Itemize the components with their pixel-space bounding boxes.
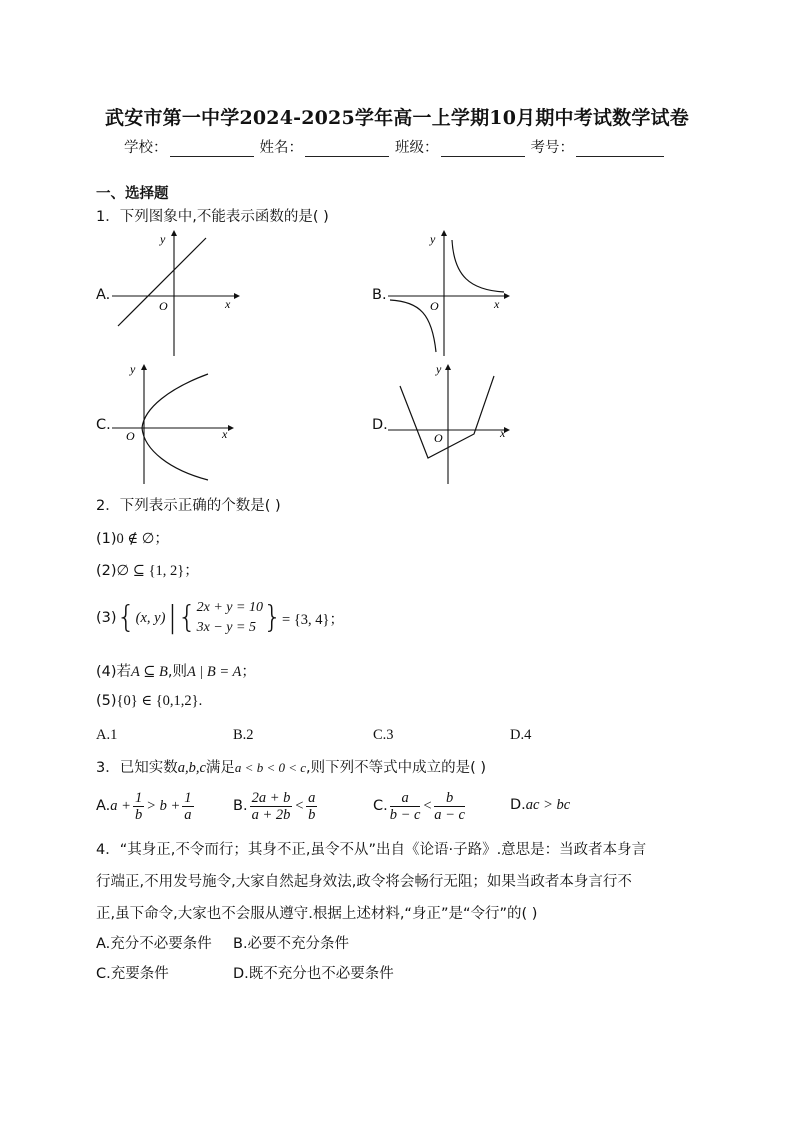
- q2-option-c[interactable]: C.3: [373, 727, 394, 743]
- class-label: 班级：: [395, 140, 439, 156]
- exam-number-blank[interactable]: [576, 139, 664, 157]
- q3-option-c[interactable]: C. $\frac{a}{b - c}$ < $\frac{b}{a - c}$: [373, 789, 465, 823]
- q2-item-3: (3) { (x, y) |{ 2x + y = 10 3x − y = 5 } = {3, 4}；: [96, 593, 344, 643]
- q1-graph-b: [386, 228, 516, 358]
- q3-option-b[interactable]: B. $\frac{2a + b}{a + 2b}$ < $\frac{a}{b}$: [233, 789, 316, 823]
- q4-option-a[interactable]: A.充分不必要条件: [96, 936, 212, 952]
- q2-item-5: (5){0} ∈ {0,1,2}.: [96, 693, 203, 709]
- school-label: 学校：: [124, 140, 168, 156]
- q3-option-d[interactable]: D.ac > bc: [510, 797, 571, 813]
- question-1-stem: 1．下列图象中,不能表示函数的是( ): [96, 209, 329, 225]
- q3-option-a[interactable]: A. a + $\frac{1}{b}$ > b + $\frac{1}{a}$: [96, 789, 192, 823]
- q1d-y-label: y: [436, 362, 442, 376]
- q1-option-a-label: A.: [96, 287, 111, 303]
- q1-graph-a: [110, 228, 240, 358]
- q1d-origin-label: O: [434, 431, 443, 445]
- q1b-y-label: y: [430, 232, 436, 246]
- q2-item-4: (4)若A ⊆ B,则A | B = A；: [96, 664, 256, 680]
- q2-option-b[interactable]: B.2: [233, 727, 254, 743]
- q1-option-b-label: B.: [372, 287, 387, 303]
- q1d-x-label: x: [500, 426, 506, 440]
- name-label: 姓名：: [259, 140, 303, 156]
- q1-option-c-label: C.: [96, 417, 111, 433]
- q1c-x-label: x: [222, 427, 228, 441]
- q2-option-d[interactable]: D.4: [510, 727, 532, 743]
- q1a-origin-label: O: [159, 299, 168, 313]
- q1c-y-label: y: [130, 362, 136, 376]
- q1c-origin-label: O: [126, 429, 135, 443]
- q1b-x-label: x: [494, 297, 500, 311]
- q2-item3-system: 2x + y = 10 3x − y = 5: [196, 600, 263, 635]
- question-4-line-2: 行端正,不用发号施令,大家自然起身效法,政令将会畅行无阻；如果当政者本身言行不: [96, 874, 632, 890]
- class-blank[interactable]: [441, 139, 525, 157]
- question-3-stem: 3．已知实数a,b,c满足a < b < 0 < c,则下列不等式中成立的是( ): [96, 760, 487, 776]
- q1b-origin-label: O: [430, 299, 439, 313]
- school-blank[interactable]: [170, 139, 254, 157]
- question-4-line-3: 正,虽下命令,大家也不会服从遵守.根据上述材料,“身正”是“令行”的( ): [96, 906, 538, 922]
- q1-graph-d: [386, 358, 516, 486]
- q1a-y-label: y: [160, 232, 166, 246]
- q4-option-b[interactable]: B.必要不充分条件: [233, 936, 350, 952]
- question-4-line-1: 4．“其身正,不令而行；其身不正,虽令不从”出自《论语·子路》.意思是：当政者本身言: [96, 842, 647, 858]
- question-2-stem: 2．下列表示正确的个数是( ): [96, 498, 281, 514]
- q2-option-a[interactable]: A.1: [96, 727, 118, 743]
- name-blank[interactable]: [305, 139, 389, 157]
- q2-item-2: (2)∅ ⊆ {1, 2}；: [96, 563, 199, 579]
- student-info-line: [124, 136, 670, 157]
- exam-title: 武安市第一中学2024-2025学年高一上学期10月期中考试数学试卷: [105, 107, 689, 129]
- q4-option-d[interactable]: D.既不充分也不必要条件: [233, 966, 394, 982]
- q1-graph-c: [110, 358, 240, 486]
- q1a-x-label: x: [225, 297, 231, 311]
- q4-option-c[interactable]: C.充要条件: [96, 966, 169, 982]
- q2-item-1: (1)0 ∉ ∅；: [96, 531, 169, 547]
- q1-option-d-label: D.: [372, 417, 388, 433]
- section-heading: 一、选择题: [96, 186, 169, 202]
- exam-number-label: 考号：: [530, 140, 574, 156]
